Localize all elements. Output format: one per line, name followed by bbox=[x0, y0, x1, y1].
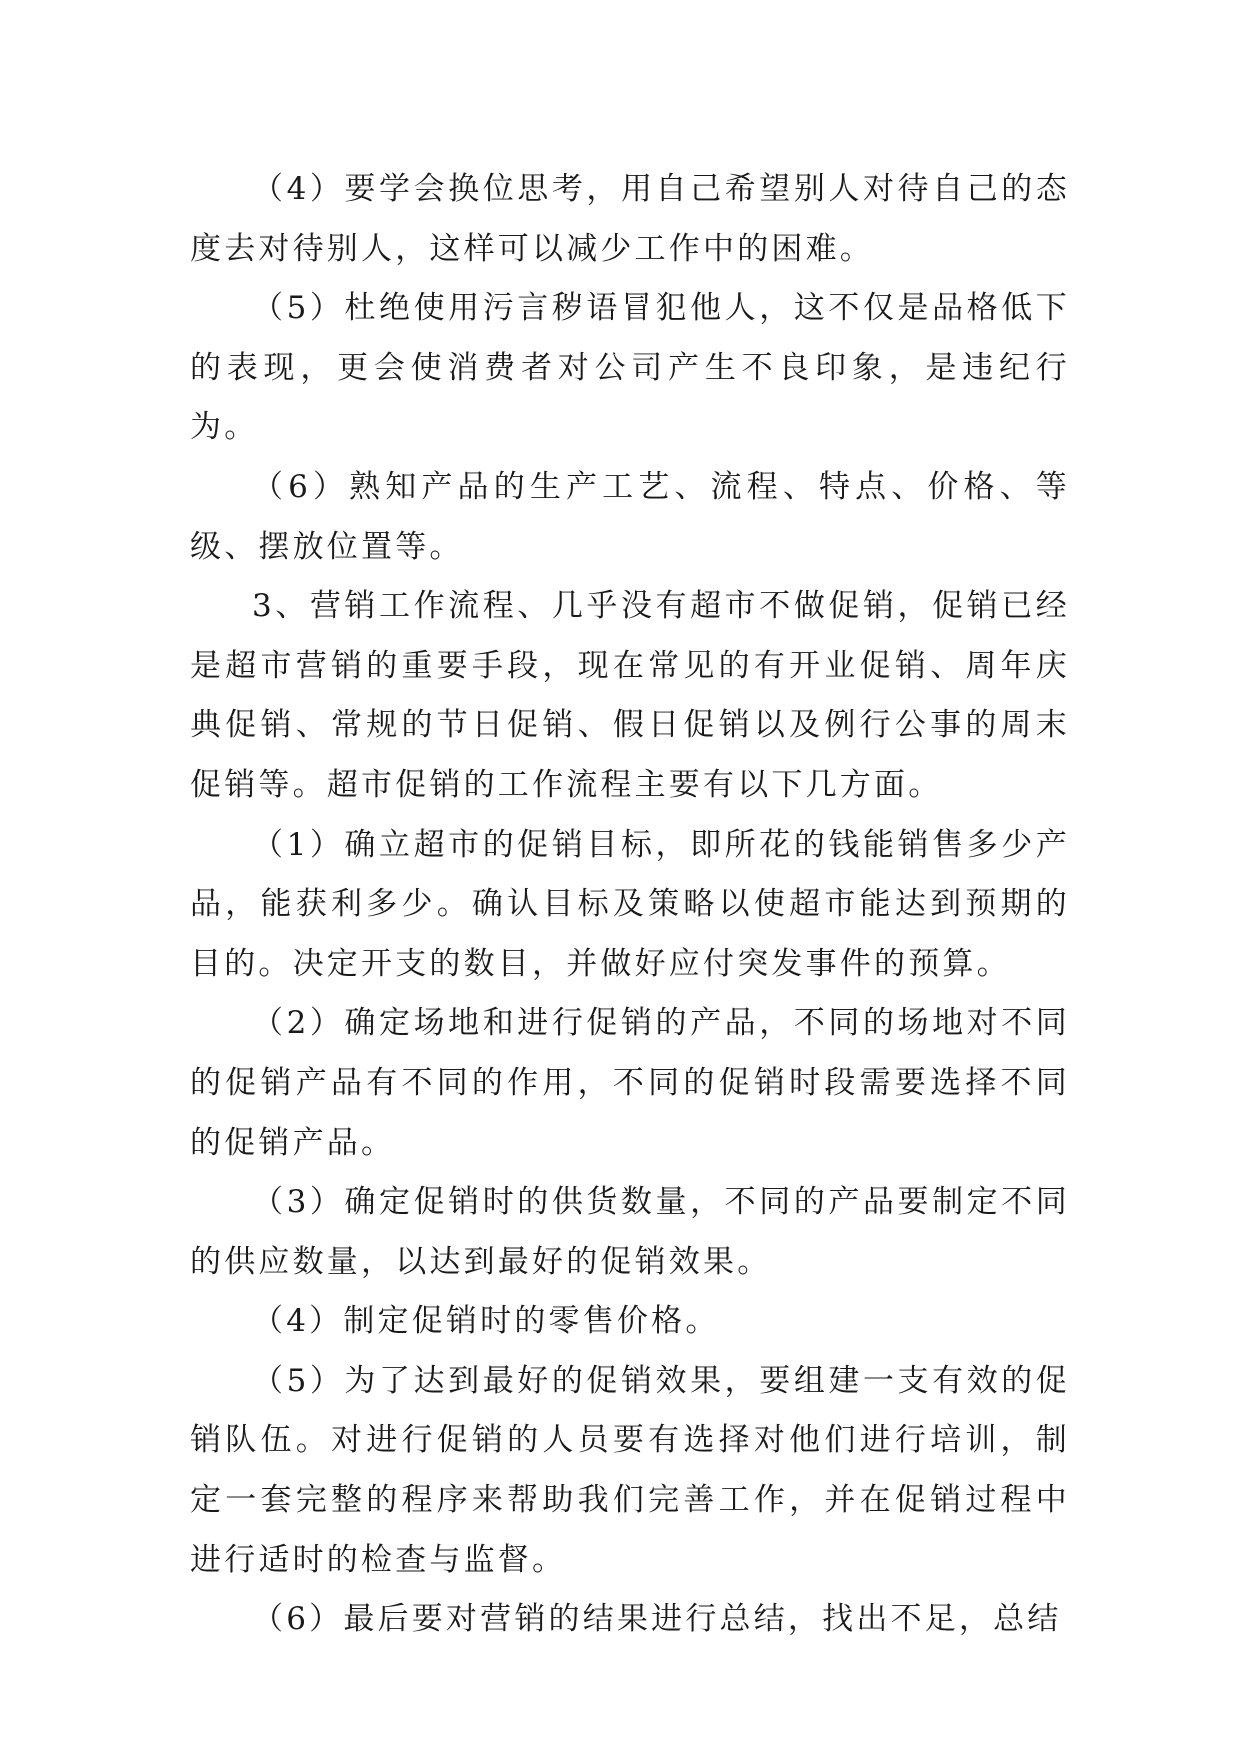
paragraph-4-pricing: （4）制定促销时的零售价格。 bbox=[252, 1303, 720, 1340]
paragraph-section-3-workflow: 3、营销工作流程、几乎没有超市不做促销，促销已经是超市营销的重要手段，现在常见的有开业促销、周年庆典促销、常规的节日促销、假日促销以及例行公事的周末促销等。超市促销的工作流程主要有以下几方面。 bbox=[190, 588, 1070, 803]
paragraph-6-product-knowledge: （6）熟知产品的生产工艺、流程、特点、价格、等级、摆放位置等。 bbox=[190, 468, 1070, 565]
paragraph-4-perspective: （4）要学会换位思考，用自己希望别人对待自己的态度去对待别人，这样可以减少工作中的困难。 bbox=[190, 171, 1070, 267]
paragraph-5-language: （5）杜绝使用污言秽语冒犯他人，这不仅是品格低下的表现，更会使消费者对公司产生不良印象，是违纪行为。 bbox=[190, 290, 1070, 446]
paragraph-3-supply: （3）确定促销时的供货数量，不同的产品要制定不同的供应数量，以达到最好的促销效果。 bbox=[190, 1184, 1070, 1280]
paragraph-6-summary: （6）最后要对营销的结果进行总结，找出不足，总结 bbox=[252, 1601, 1062, 1638]
document-body bbox=[190, 160, 1070, 1650]
paragraph-1-goals: （1）确立超市的促销目标，即所花的钱能销售多少产品，能获利多少。确认目标及策略以使超市能达到预期的目的。决定开支的数目，并做好应付突发事件的预算。 bbox=[190, 826, 1070, 982]
paragraph-2-venue: （2）确定场地和进行促销的产品，不同的场地对不同的促销产品有不同的作用，不同的促销时段需要选择不同的促销产品。 bbox=[190, 1005, 1070, 1161]
paragraph-5-team: （5）为了达到最好的促销效果，要组建一支有效的促销队伍。对进行促销的人员要有选择对他们进行培训，制定一套完整的程序来帮助我们完善工作，并在促销过程中进行适时的检查与监督。 bbox=[190, 1362, 1070, 1578]
